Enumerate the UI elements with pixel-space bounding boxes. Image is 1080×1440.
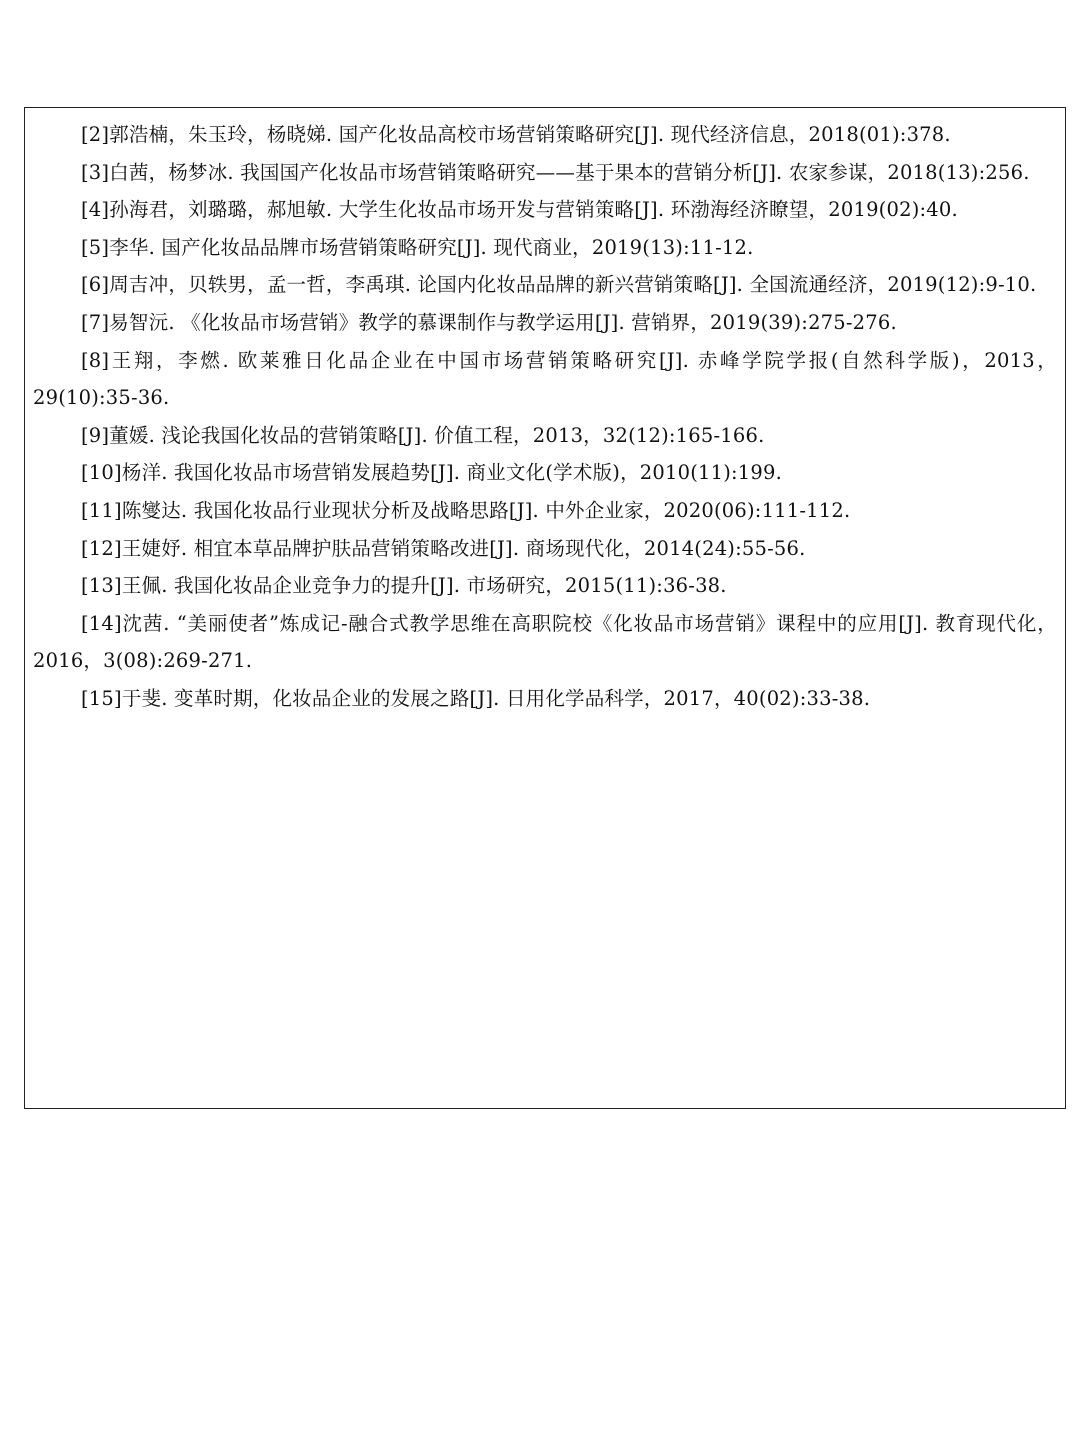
reference-item: [6]周吉冲，贝轶男，孟一哲，李禹琪. 论国内化妆品品牌的新兴营销策略[J]. 全国流通经济，2019(12):9-10. [81, 273, 1037, 297]
reference-item: [3]白茜，杨梦冰. 我国国产化妆品市场营销策略研究——基于果本的营销分析[J]. 农家参谋，2018(13):256. [81, 160, 1030, 184]
reference-item: [11]陈燮达. 我国化妆品行业现状分析及战略思路[J]. 中外企业家，2020(06):111-112. [81, 498, 851, 522]
reference-item: [12]王婕妤. 相宜本草品牌护肤品营销策略改进[J]. 商场现代化，2014(24):55-56. [81, 536, 806, 560]
reference-list [33, 116, 1057, 718]
reference-item: [5]李华. 国产化妆品品牌市场营销策略研究[J]. 现代商业，2019(13):11-12. [81, 235, 754, 259]
reference-item: [2]郭浩楠，朱玉玲，杨晓娣. 国产化妆品高校市场营销策略研究[J]. 现代经济信息，2018(01):378. [81, 123, 951, 146]
reference-item: [4]孙海君，刘璐璐，郝旭敏. 大学生化妆品市场开发与营销策略[J]. 环渤海经济瞭望，2019(02):40. [81, 198, 958, 222]
references-box [24, 107, 1066, 1109]
reference-item: [10]杨洋. 我国化妆品市场营销发展趋势[J]. 商业文化(学术版)，2010(11):199. [81, 461, 783, 485]
reference-item: [14]沈茜. “美丽使者”炼成记-融合式教学思维在高职院校《化妆品市场营销》课程中的应用[J]. 教育现代化，2016，3(08):269-271. [33, 611, 1057, 673]
reference-item: [15]于斐. 变革时期，化妆品企业的发展之路[J]. 日用化学品科学，2017，40(02):33-38. [81, 686, 871, 710]
reference-item: [7]易智沅. 《化妆品市场营销》教学的慕课制作与教学运用[J]. 营销界，2019(39):275-276. [81, 310, 897, 334]
reference-item: [8]王翔，李燃. 欧莱雅日化品企业在中国市场营销策略研究[J]. 赤峰学院学报(自然科学版)，2013，29(10):35-36. [33, 348, 1057, 410]
reference-item: [13]王佩. 我国化妆品企业竞争力的提升[J]. 市场研究，2015(11):36-38. [81, 574, 727, 598]
reference-item: [9]董媛. 浅论我国化妆品的营销策略[J]. 价值工程，2013，32(12):165-166. [81, 423, 765, 447]
